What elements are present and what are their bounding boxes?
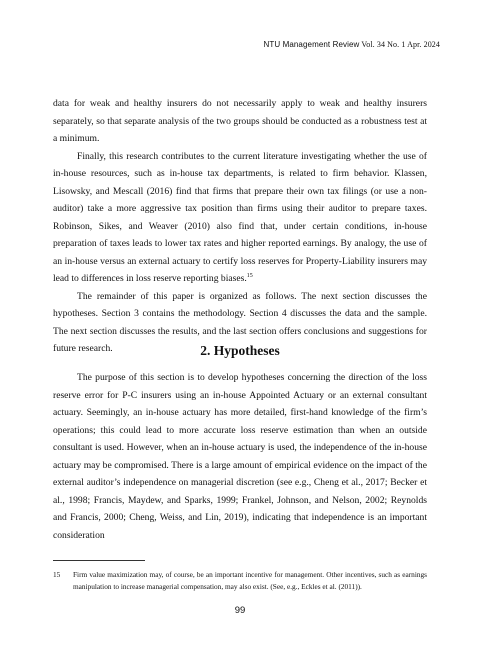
intro-paragraph-2 xyxy=(53,148,427,288)
intro-paragraph-1: data for weak and healthy insurers do not necessarily apply to weak and healthy insurers separately, so that separate analysis of the two groups should be conducted as a robustness test at a minimum. xyxy=(53,98,427,144)
running-head xyxy=(264,40,441,49)
journal-name: NTU Management Review xyxy=(263,40,360,49)
footnote-number: 15 xyxy=(53,570,61,579)
footnote-divider xyxy=(53,560,145,561)
journal-issue: Vol. 34 No. 1 Apr. 2024 xyxy=(361,40,440,49)
intro-paragraph-3: The remainder of this paper is organized as follows. The next section discusses the hypotheses. Section 3 contains the methodology. Section 4 discusses the data and the sample. The next section discusses the results, and the last section offers conclusions and suggestions for future research. xyxy=(53,290,427,354)
footnote-ref-15: 15 xyxy=(246,273,253,279)
section-heading: 2. Hypotheses xyxy=(200,343,280,358)
page-number: 99 xyxy=(234,605,246,616)
intro-paragraph-2-text: Finally, this research contributes to the current literature investigating whether the use of in-house resources, such as in-house tax departments, is related to firm behavior. Klassen, Lisowsky, and Mescall (2016) find that firms that prepare their own tax filings (or use a non-auditor) take a more aggressive tax position than firms using their auditor to prepare taxes. Robinson, Sikes, and Weaver (2010) also find that, under certain conditions, in-house preparation of taxes leads to lower tax rates and higher reported earnings. By analogy, the use of an in-house versus an external actuary to certify loss reserves for Property-Liability insurers may lead to differences in loss reserve reporting biases. xyxy=(53,150,427,284)
footnote-15 xyxy=(53,569,427,592)
intro-text-block xyxy=(53,95,427,358)
footnote-text: Firm value maximization may, of course, be an important incentive for management. Other incentives, such as earnings manipulation to increase managerial compensation, may also exist. (See, e.g., Eckles et al. (2011)). xyxy=(73,570,427,591)
hypotheses-text-block xyxy=(53,369,427,544)
hypotheses-paragraph-1: The purpose of this section is to develop hypotheses concerning the direction of the loss reserve error for P-C insurers using an in-house Appointed Actuary or an external consultant actuary. Seemingly, an in-house actuary has more detailed, first-hand knowledge of the firm’s operations; this could lead to more accurate loss reserve estimation than when an outside consultant is used. However, when an in-house actuary is used, the independence of the in-house actuary may be compromised. There is a large amount of empirical evidence on the impact of the external auditor’s independence on managerial discretion (see e.g., Cheng et al., 2017; Becker et al., 1998; Francis, Maydew, and Sparks, 1999; Frankel, Johnson, and Nelson, 2002; Reynolds and Francis, 2000; Cheng, Weiss, and Lin, 2019), indicating that independence is an important consideration xyxy=(53,372,427,541)
